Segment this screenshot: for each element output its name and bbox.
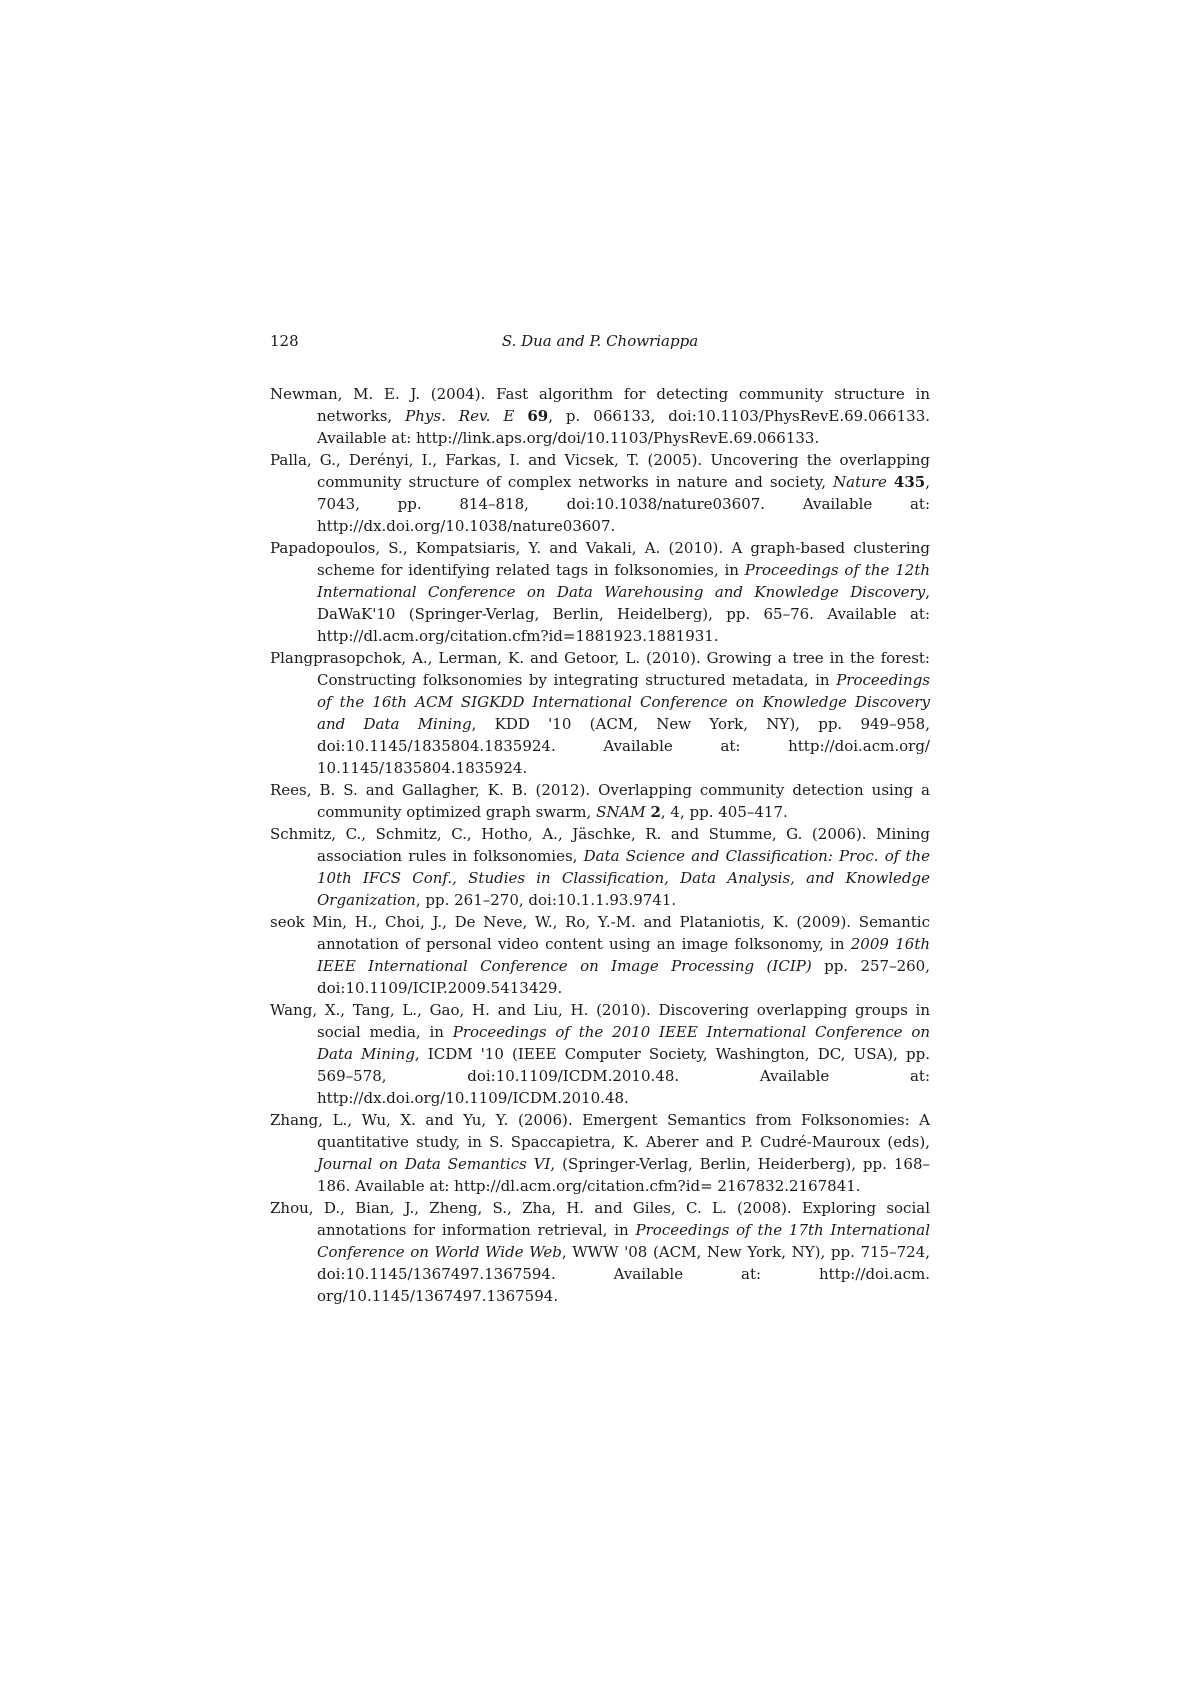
- reference-entry: [270, 911, 930, 999]
- reference-text: , DaWaK'10 (Springer-Verlag, Berlin, Heidelberg), pp. 65–76. Available at: http://dl.acm.org/citation.cfm?id=1881923.1881931.: [317, 583, 930, 645]
- reference-entry: [270, 779, 930, 823]
- reference-text: Newman, M. E. J. (2004). Fast algorithm for detecting community structure in networks,: [270, 385, 930, 425]
- reference-text: Plangprasopchok, A., Lerman, K. and Getoor, L. (2010). Growing a tree in the forest: Constructing folksonomies by integrating structured metadata, in: [270, 649, 930, 689]
- reference-entry: [270, 537, 930, 647]
- reference-volume: 2: [650, 803, 661, 821]
- reference-entry: [270, 823, 930, 911]
- reference-title: Proceedings of the 12th International Conference on Data Warehousing and Knowledge Discovery: [317, 561, 931, 601]
- reference-text: Schmitz, C., Schmitz, C., Hotho, A., Jäschke, R. and Stumme, G. (2006). Mining association rules in folksonomies,: [270, 825, 930, 865]
- reference-text: , 7043, pp. 814–818, doi:10.1038/nature03607. Available at: http://dx.doi.org/10.1038/nature03607.: [317, 473, 930, 535]
- reference-text: , pp. 261–270, doi:10.1.1.93.9741.: [415, 891, 677, 909]
- reference-text: Palla, G., Derényi, I., Farkas, I. and Vicsek, T. (2005). Uncovering the overlapping community structure of complex networks in nature and society,: [270, 451, 930, 491]
- running-head: S. Dua and P. Chowriappa: [501, 332, 699, 350]
- reference-entry: [270, 383, 930, 449]
- reference-volume: 69: [527, 407, 549, 425]
- reference-title: Journal on Data Semantics VI: [317, 1155, 551, 1173]
- reference-text: Rees, B. S. and Gallagher, K. B. (2012). Overlapping community detection using a community optimized graph swarm,: [270, 781, 930, 821]
- reference-title: Proceedings of the 2010 IEEE International Conference on Data Mining: [317, 1023, 931, 1063]
- reference-text: , 4, pp. 405–417.: [660, 803, 788, 821]
- reference-title: SNAM: [596, 803, 646, 821]
- reference-text: Zhou, D., Bian, J., Zheng, S., Zha, H. and Giles, C. L. (2008). Exploring social annotations for information retrieval, in: [270, 1199, 930, 1239]
- reference-title: Proceedings of the 16th ACM SIGKDD International Conference on Knowledge Discovery and Data Mining: [317, 671, 930, 733]
- reference-entry: [270, 647, 930, 779]
- reference-text: [514, 407, 527, 425]
- reference-title: 2009 16th IEEE International Conference on Image Processing (ICIP): [317, 935, 931, 975]
- reference-list: [270, 383, 930, 1307]
- reference-text: [887, 473, 894, 491]
- page-number: 128: [270, 332, 299, 350]
- reference-text: , (Springer-Verlag, Berlin, Heiderberg), pp. 168–186. Available at: http://dl.acm.org/citation.cfm?id= 2167832.2167841.: [317, 1155, 930, 1195]
- reference-text: seok Min, H., Choi, J., De Neve, W., Ro, Y.-M. and Plataniotis, K. (2009). Semantic annotation of personal video content using an image folksonomy, in: [270, 913, 930, 953]
- page-header: [270, 332, 930, 358]
- reference-text: pp. 257–260, doi:10.1109/ICIP.2009.5413429.: [317, 957, 930, 997]
- reference-text: , p. 066133, doi:10.1103/PhysRevE.69.066133. Available at: http://link.aps.org/doi/10.1103/PhysRevE.69.066133.: [317, 407, 931, 447]
- reference-volume: 435: [893, 473, 926, 491]
- reference-text: Wang, X., Tang, L., Gao, H. and Liu, H. (2010). Discovering overlapping groups in social media, in: [270, 1001, 930, 1041]
- reference-entry: [270, 449, 930, 537]
- reference-title: Phys. Rev. E: [405, 407, 515, 425]
- reference-entry: [270, 999, 930, 1109]
- reference-title: Proceedings of the 17th International Conference on World Wide Web: [317, 1221, 931, 1261]
- reference-title: Nature: [833, 473, 887, 491]
- reference-text: , ICDM '10 (IEEE Computer Society, Washington, DC, USA), pp. 569–578, doi:10.1109/ICDM.2010.48. Available at: http://dx.doi.org/10.1109/ICDM.2010.48.: [317, 1045, 930, 1107]
- reference-title: Data Science and Classification: Proc. of the 10th IFCS Conf., Studies in Classification, Data Analysis, and Knowledge Organization: [317, 847, 931, 909]
- reference-text: Zhang, L., Wu, X. and Yu, Y. (2006). Emergent Semantics from Folksonomies: A quantitative study, in S. Spaccapietra, K. Aberer and P. Cudré-Mauroux (eds),: [270, 1111, 930, 1151]
- reference-text: , KDD '10 (ACM, New York, NY), pp. 949–958, doi:10.1145/1835804.1835924. Available at: http://doi.acm.org/ 10.1145/1835804.1835924.: [317, 715, 930, 777]
- reference-text: Papadopoulos, S., Kompatsiaris, Y. and Vakali, A. (2010). A graph-based clustering scheme for identifying related tags in folksonomies, in: [270, 539, 930, 579]
- reference-entry: [270, 1197, 930, 1307]
- reference-text: , WWW '08 (ACM, New York, NY), pp. 715–724, doi:10.1145/1367497.1367594. Available at: http://doi.acm. org/10.1145/1367497.1367594.: [317, 1243, 931, 1305]
- reference-entry: [270, 1109, 930, 1197]
